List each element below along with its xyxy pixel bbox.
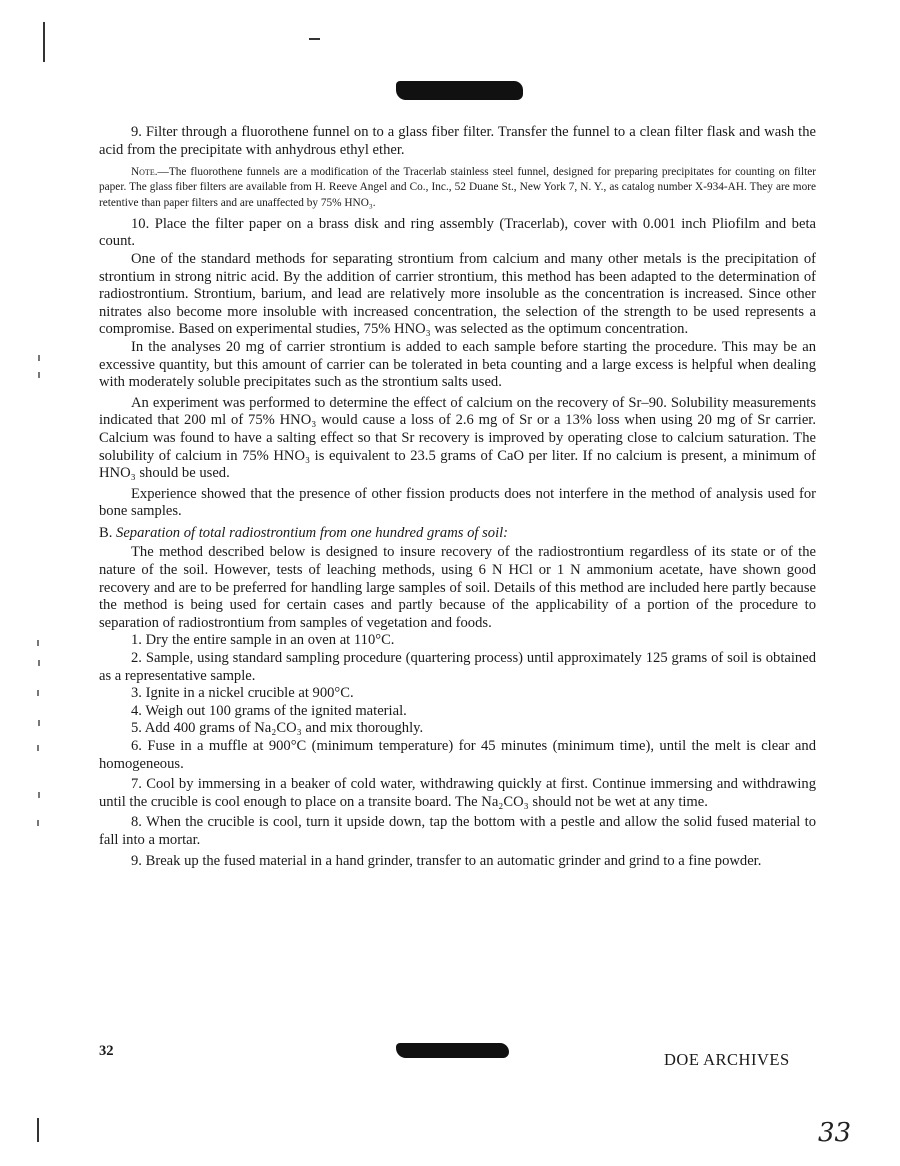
page-number: 32 [99,1043,114,1059]
scan-mark [309,38,320,40]
note [99,165,816,211]
note-label: Note. [131,166,158,179]
note-text: —The fluorothene funnels are a modification of the Tracerlab stainless steel funnel, designed for preparing precipitates for counting on filter paper. The glass fiber filters are available from H. Reeve Angel and Co., Inc., 52 Duane St., New York 7, N. Y., as catalog number X-934-AH. They are more retentive than paper filters and are unaffected by 75% HNO₃. [99,166,816,209]
scan-speckle [37,690,39,696]
soil-step-7: 7. Cool by immersing in a beaker of cold water, withdrawing quickly at first. Continue immersing and withdrawing until the crucible is cool enough to place on a transite board. The Na₂CO₃ should not be wet at any time. [99,776,816,810]
soil-step-9: 9. Break up the fused material in a hand grinder, transfer to an automatic grinder and grind to a fine powder. [131,852,762,869]
paragraph-fission-products: Experience showed that the presence of other fission products does not interfere in the method of analysis used for bone samples. [99,485,816,520]
section-heading [99,525,816,543]
scan-speckle [37,640,39,646]
redaction-mark-top [396,81,523,100]
step-10-count: 10. Place the filter paper on a brass disk and ring assembly (Tracerlab), cover with 0.001 inch Pliofilm and beta count. [99,215,816,250]
scan-speckle [38,720,40,726]
soil-step-6: 6. Fuse in a muffle at 900°C (minimum temperature) for 45 minutes (minimum time), until the melt is clear and homogeneous. [99,738,816,772]
step-9-filter: 9. Filter through a fluorothene funnel on to a glass fiber filter. Transfer the funnel to a clean filter flask and wash the acid from the precipitate with anhydrous ethyl ether. [99,124,816,158]
body-text [99,124,816,870]
scan-mark [37,1118,39,1142]
paragraph-soil-method: The method described below is designed to insure recovery of the radiostrontium regardless of its state or of the nature of the soil. However, tests of leaching methods, using 6 N HCl or 1 N ammonium acetate, have shown good recovery and are to be preferred for handling large samples of soil. Details of this method are included here partly because the method is being used for certain cases and partly because of the applicability of a portion of the procedure to separation of radiostrontium from samples of vegetation and foods. [99,544,816,631]
scan-mark [43,22,45,62]
scan-speckle [38,660,40,666]
soil-step-4: 4. Weigh out 100 grams of the ignited material. [131,702,407,719]
soil-step-2: 2. Sample, using standard sampling procedure (quartering process) until approximately 125 grams of soil is obtained as a representative sample. [99,650,816,684]
section-title: Separation of total radiostrontium from one hundred grams of soil: [116,524,509,541]
soil-step-8: 8. When the crucible is cool, turn it upside down, tap the bottom with a pestle and allow the solid fused material to fall into a mortar. [99,814,816,848]
scan-speckle [37,745,39,751]
section-prefix: B. [99,524,117,541]
soil-step-1: 1. Dry the entire sample in an oven at 110°C. [131,632,395,649]
soil-step-5: 5. Add 400 grams of Na₂CO₃ and mix thoroughly. [131,720,424,737]
scan-speckle [38,372,40,378]
handwritten-page-number: 33 [818,1118,852,1148]
soil-step-3: 3. Ignite in a nickel crucible at 900°C. [131,685,354,702]
paragraph-calcium-experiment: An experiment was performed to determine the effect of calcium on the recovery of Sr–90. Solubility measurements indicated that 200 ml of 75% HNO₃ would cause a loss of 2.6 mg of Sr or a 13% loss when using 20 mg of Sr carrier. Calcium was found to have a salting effect so that Sr recovery is improved by operating close to calcium saturation. The solubility of calcium in 75% HNO₃ is equivalent to 23.5 grams of CaO per liter. If no calcium is present, a minimum of HNO₃ should be used. [99,394,816,482]
archive-stamp: DOE ARCHIVES [664,1050,790,1069]
paragraph-nitric-acid-method: One of the standard methods for separating strontium from calcium and many other metals is the precipitation of strontium in strong nitric acid. By the addition of carrier strontium, this method has been adapted to the determination of radiostrontium. Strontium, barium, and lead are relatively more insoluble as the concentration is increased. Since other nitrates also become more insoluble with increased concentration, the selection of the strength to be used represents a compromise. Based on experimental studies, 75% HNO₃ was selected as the optimum concentration. [99,250,816,338]
scan-speckle [38,792,40,798]
redaction-mark-bottom [396,1043,509,1058]
scan-speckle [37,820,39,826]
scan-speckle [38,355,40,361]
paragraph-carrier-strontium: In the analyses 20 mg of carrier strontium is added to each sample before starting the procedure. This may be an excessive quantity, but this amount of carrier can be tolerated in beta counting and a large excess is helpful when dealing with moderately soluble precipitates such as the strontium salts used. [99,338,816,391]
